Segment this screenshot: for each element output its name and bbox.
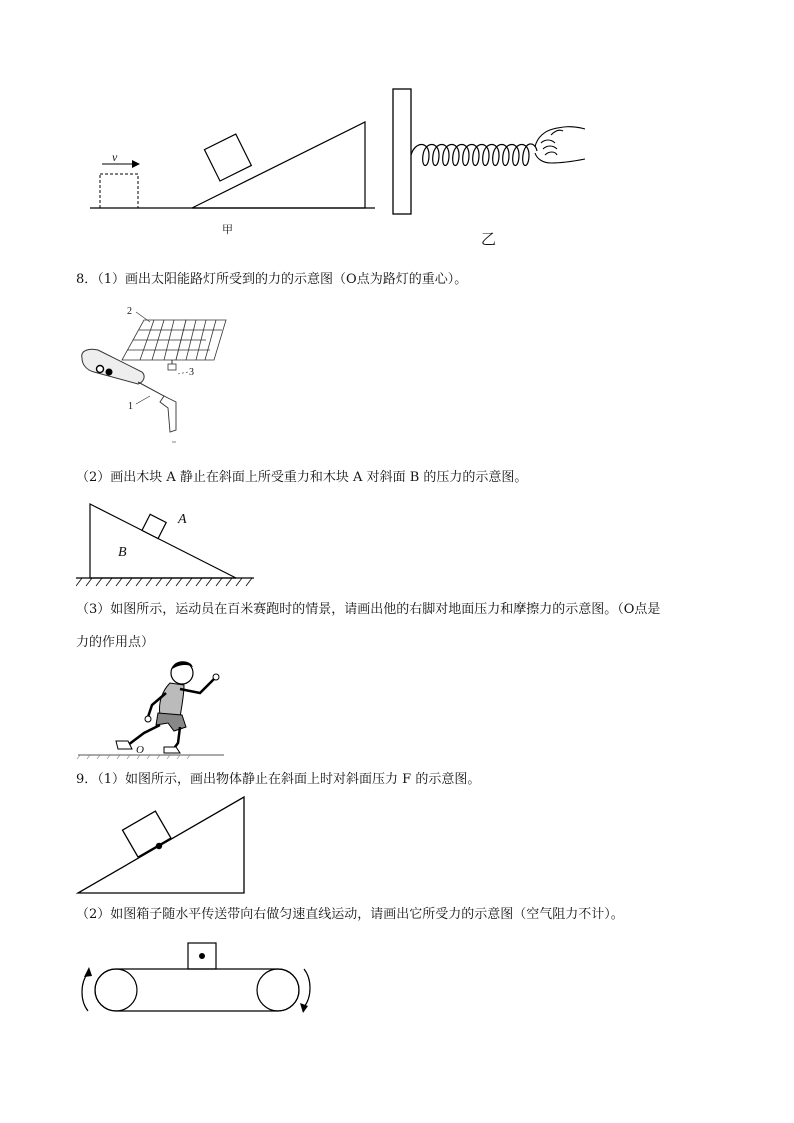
runner-figure	[76, 655, 226, 760]
solar-lamp-figure	[76, 302, 236, 452]
slope-label-b: B	[118, 545, 127, 560]
q9-part1-text: 9．（1）如图所示，画出物体静止在斜面上时对斜面压力 F 的示意图。	[76, 772, 481, 787]
runner-point-label-o: O	[136, 744, 144, 756]
hand-icon	[535, 127, 585, 163]
lamp-label-1: 1	[128, 401, 133, 412]
caption-yi: 乙	[481, 230, 497, 248]
lamp-label-3: 3	[189, 367, 194, 378]
q9-part2-text: （2）如图箱子随水平传送带向右做匀速直线运动，请画出它所受力的示意图（空气阻力不计）。	[76, 907, 624, 922]
q8-part3-line2: 力的作用点）	[76, 635, 155, 650]
velocity-label: v	[112, 150, 118, 164]
q8-part2-text: （2）画出木块 A 静止在斜面上所受重力和木块 A 对斜面 B 的压力的示意图。	[76, 470, 528, 485]
caption-jia: 甲	[222, 223, 233, 236]
conveyor-belt-figure	[76, 935, 316, 1017]
q8-part1-text: 8．（1）画出太阳能路灯所受到的力的示意图（O点为路灯的重心）。	[76, 272, 468, 287]
block-label-a: A	[178, 512, 187, 527]
lamp-label-2: 2	[127, 306, 132, 317]
incline-object-figure	[76, 795, 246, 895]
incline-block-figure	[76, 498, 266, 590]
figure-yi	[385, 85, 595, 225]
q8-part3-line1: （3）如图所示，运动员在百米赛跑时的情景，请画出他的右脚对地面压力和摩擦力的示意图。（O点是	[76, 602, 661, 617]
